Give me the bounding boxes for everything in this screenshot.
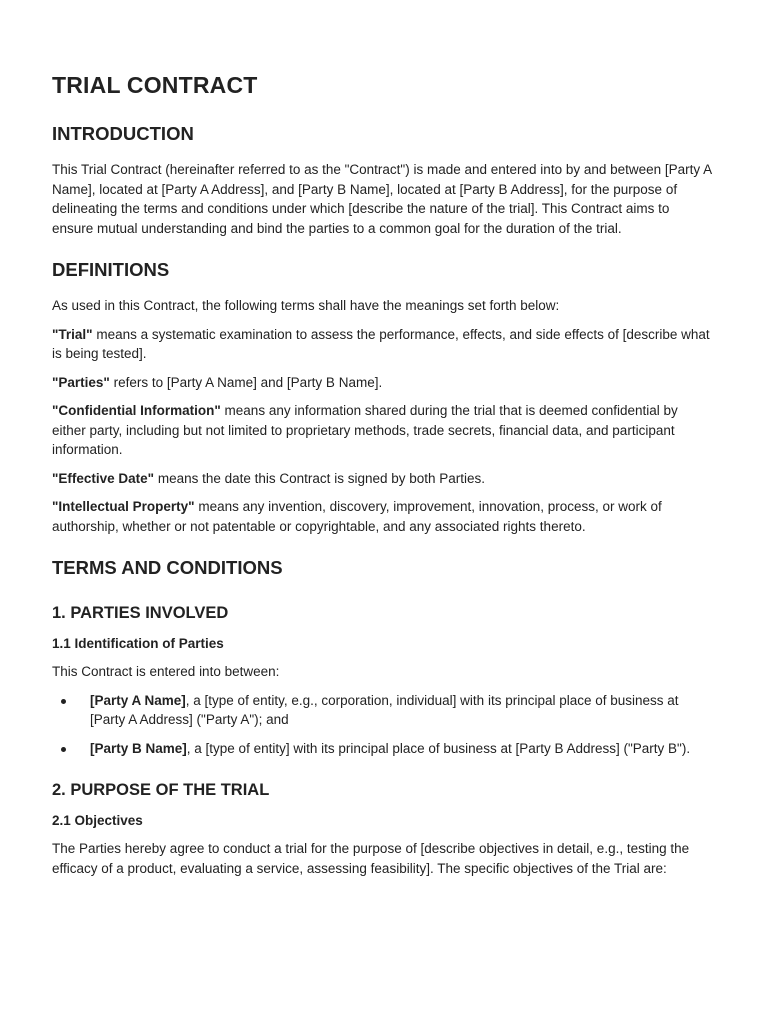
definition-term: "Effective Date"	[52, 470, 155, 486]
party-description: , a [type of entity, e.g., corporation, individual] with its principal place of business at [Party A Address] ("Party A"); and	[90, 692, 679, 727]
definition-text: refers to [Party A Name] and [Party B Name].	[109, 374, 383, 390]
party-name: [Party A Name]	[90, 692, 186, 708]
definition-text: means a systematic examination to assess the performance, effects, and side effects of [describe what is being tested].	[52, 326, 710, 361]
section-1-1-heading: 1.1 Identification of Parties	[52, 636, 224, 651]
list-item	[52, 739, 712, 759]
definition-text: means any invention, discovery, improvement, innovation, process, or work of authorship, whether or not patentable or copyrightable, and any associated rights thereto.	[52, 499, 662, 534]
introduction-paragraph: This Trial Contract (hereinafter referred to as the "Contract") is made and entered into by and between [Party A Name], located at [Party A Address], and [Party B Name], located at [Party B Address], for the purpose of delineating the terms and conditions under which [describe the nature of the trial]. This Contract aims to ensure mutual understanding and bind the parties to a common goal for the duration of the trial.	[52, 162, 712, 236]
parties-list	[52, 691, 712, 759]
section-2-body: The Parties hereby agree to conduct a trial for the purpose of [describe objectives in detail, e.g., testing the efficacy of a product, evaluating a service, assessing feasibility]. The specific objectives of the Trial are:	[52, 841, 690, 876]
definition-term: "Intellectual Property"	[52, 499, 195, 514]
section-1-heading: 1. PARTIES INVOLVED	[52, 604, 229, 622]
section-2-1-heading: 2.1 Objectives	[52, 813, 143, 828]
definition-item-intellectual-property	[52, 497, 712, 536]
definition-text: means any information shared during the trial that is deemed confidential by either party, including but not limited to proprietary methods, trade secrets, financial data, and participant information.	[52, 403, 678, 457]
bullet-icon	[61, 699, 66, 704]
definition-item-effective-date	[52, 469, 712, 489]
party-name: [Party B Name]	[90, 740, 187, 756]
bullet-icon	[61, 747, 66, 752]
document-title: TRIAL CONTRACT	[52, 72, 258, 98]
definition-term: "Parties"	[52, 374, 110, 390]
definitions-lead: As used in this Contract, the following terms shall have the meanings set forth below:	[52, 298, 560, 313]
section-2-heading: 2. PURPOSE OF THE TRIAL	[52, 781, 270, 799]
definition-term: "Confidential Information"	[52, 403, 221, 418]
definition-item-parties	[52, 373, 712, 393]
definition-term: "Trial"	[52, 326, 93, 342]
definition-item-trial	[52, 325, 712, 364]
document-content	[52, 70, 712, 878]
definition-item-confidential-information	[52, 401, 712, 460]
terms-heading: TERMS AND CONDITIONS	[52, 557, 283, 578]
definitions-heading: DEFINITIONS	[52, 259, 170, 280]
party-description: , a [type of entity] with its principal place of business at [Party B Address] ("Party B").	[186, 740, 691, 756]
introduction-heading: INTRODUCTION	[52, 123, 194, 144]
section-1-lead: This Contract is entered into between:	[52, 664, 280, 679]
list-item	[52, 691, 712, 730]
definition-text: means the date this Contract is signed by both Parties.	[154, 470, 486, 486]
